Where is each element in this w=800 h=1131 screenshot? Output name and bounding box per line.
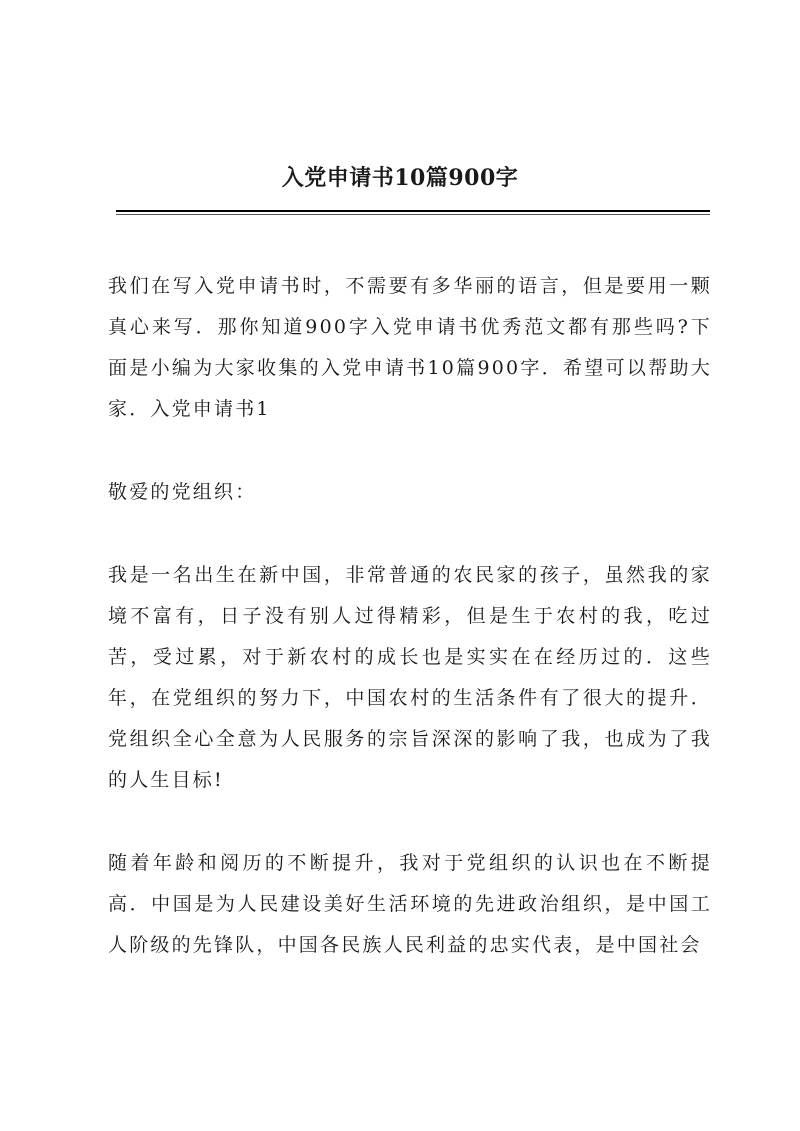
title-divider-thin <box>116 214 710 215</box>
body-paragraph: 随着年龄和阅历的不断提升，我对于党组织的认识也在不断提高．中国是为人民建设美好生活环境的先进政治组织，是中国工人阶级的先锋队，中国各民族人民利益的忠实代表，是中国社会 <box>108 852 712 956</box>
intro-paragraph: 我们在写入党申请书时，不需要有多华丽的语言，但是要用一颗真心来写．那你知道900字入党申请书优秀范文都有那些吗?下面是小编为大家收集的入党申请书10篇900字．希望可以帮助大家．入党申请书1 <box>108 275 712 420</box>
body-paragraph: 我是一名出生在新中国，非常普通的农民家的孩子，虽然我的家境不富有，日子没有别人过得精彩，但是生于农村的我，吃过苦，受过累，对于新农村的成长也是实实在在经历过的．这些年，在党组织的努力下，中国农村的生活条件有了很大的提升．党组织全心全意为人民服务的宗旨深深的影响了我，也成为了我的人生目标! <box>108 564 712 791</box>
document-body <box>108 266 712 1008</box>
salutation: 敬爱的党组织： <box>108 481 257 503</box>
document-title: 入党申请书10篇900字 <box>281 165 519 191</box>
title-divider <box>116 210 710 212</box>
